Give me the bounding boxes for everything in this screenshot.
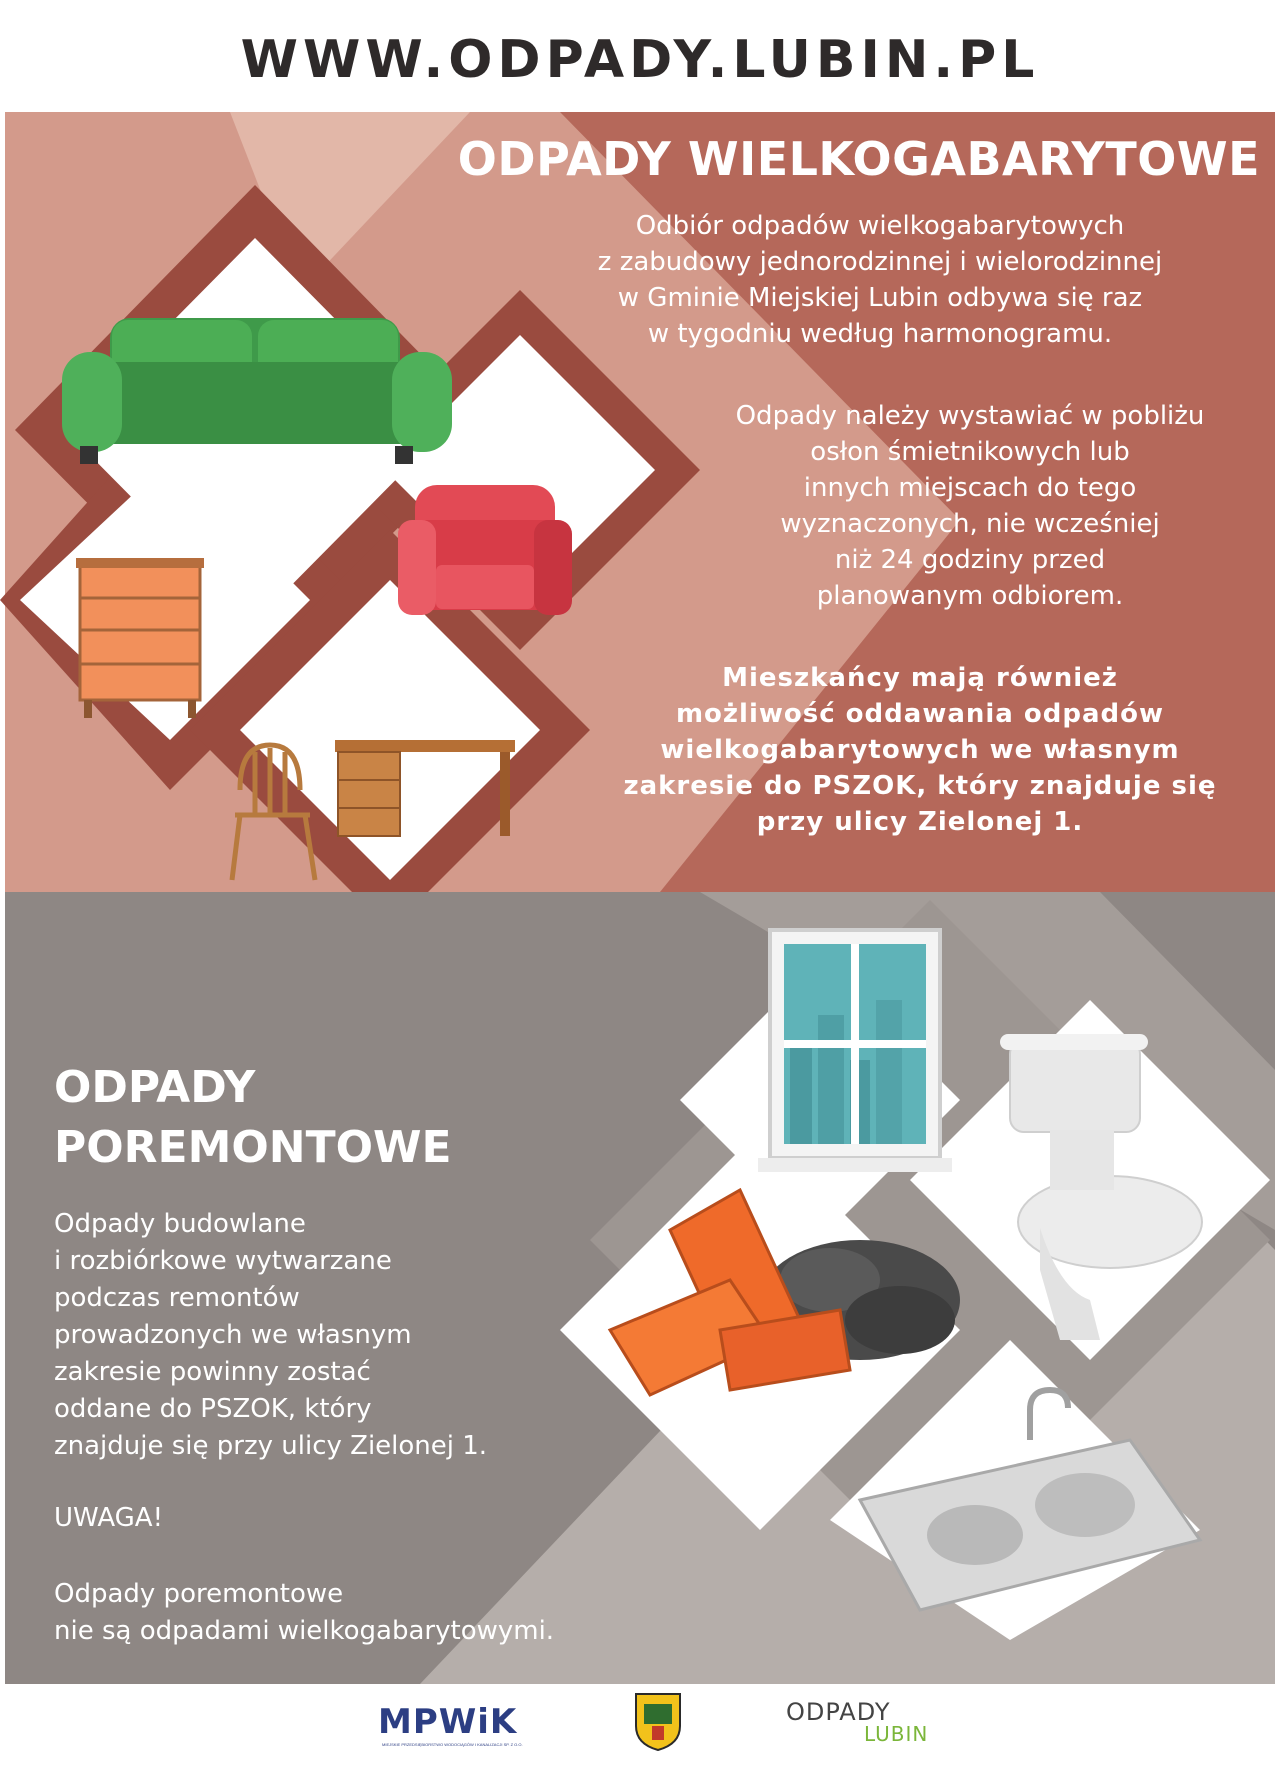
mpwik-logo-subtitle: MIEJSKIE PRZEDSIĘBIORSTWO WODOCIĄGÓW I KANALIZACJI SP. Z O.O. — [382, 1742, 523, 1747]
text-line: z zabudowy jednorodzinnej i wielorodzinnej — [597, 247, 1163, 277]
text-line: wielkogabarytowych we własnym — [660, 735, 1180, 765]
text-line: Odpady poremontowe — [54, 1579, 344, 1609]
text-line: przy ulicy Zielonej 1. — [756, 807, 1084, 837]
odpady-logo-top: ODPADY — [786, 1698, 891, 1726]
text-line: prowadzonych we własnym — [54, 1320, 412, 1350]
text-line: Odbiór odpadów wielkogabarytowych — [635, 211, 1125, 241]
text-line: w Gminie Miejskiej Lubin odbywa się raz — [617, 283, 1143, 313]
odpady-logo-bottom: LUBIN — [864, 1722, 929, 1746]
website-url: WWW.ODPADY.LUBIN.PL — [240, 30, 1040, 90]
bulky-paragraph-3 — [600, 660, 1240, 840]
text-line: innych miejscach do tego — [803, 473, 1137, 503]
text-line: i rozbiórkowe wytwarzane — [54, 1246, 392, 1276]
text-line: UWAGA! — [54, 1503, 164, 1533]
text-line: w tygodniu według harmonogramu. — [647, 319, 1113, 349]
lubin-crest-icon — [632, 1690, 684, 1752]
text-line: Odpady należy wystawiać w pobliżu — [735, 401, 1205, 431]
text-line: niż 24 godziny przed — [834, 545, 1106, 575]
mpwik-logo — [378, 1702, 523, 1747]
armchair-icon — [398, 485, 572, 615]
title-line: POREMONTOWE — [54, 1122, 452, 1173]
odpady-lubin-logo — [786, 1698, 928, 1746]
text-line: znajduje się przy ulicy Zielonej 1. — [54, 1431, 488, 1461]
renovation-paragraph-2 — [54, 1576, 554, 1650]
renovation-waste-title — [54, 1058, 452, 1178]
text-line: osłon śmietnikowych lub — [810, 437, 1130, 467]
renovation-paragraph-1 — [54, 1206, 487, 1465]
text-line: zakresie do PSZOK, który znajduje się — [623, 771, 1217, 801]
text-line: planowanym odbiorem. — [816, 581, 1124, 611]
text-line: zakresie powinny zostać — [54, 1357, 371, 1387]
text-line: nie są odpadami wielkogabarytowymi. — [54, 1616, 555, 1646]
bulky-paragraph-2 — [700, 398, 1240, 614]
text-line: podczas remontów — [54, 1283, 300, 1313]
text-line: możliwość oddawania odpadów — [675, 699, 1165, 729]
title-line: ODPADY — [54, 1062, 256, 1113]
text-line: Odpady budowlane — [54, 1209, 306, 1239]
text-line: wyznaczonych, nie wcześniej — [780, 509, 1160, 539]
warning-label — [54, 1500, 163, 1537]
bulky-waste-title: ODPADY WIELKOGABARYTOWE — [457, 132, 1260, 186]
mpwik-logo-text: MPWiK — [378, 1702, 518, 1742]
bulky-paragraph-1 — [520, 208, 1240, 352]
text-line: oddane do PSZOK, który — [54, 1394, 372, 1424]
window-icon — [758, 930, 952, 1172]
dresser-icon — [76, 558, 204, 718]
sofa-icon — [62, 318, 452, 464]
text-line: Mieszkańcy mają również — [722, 663, 1118, 693]
